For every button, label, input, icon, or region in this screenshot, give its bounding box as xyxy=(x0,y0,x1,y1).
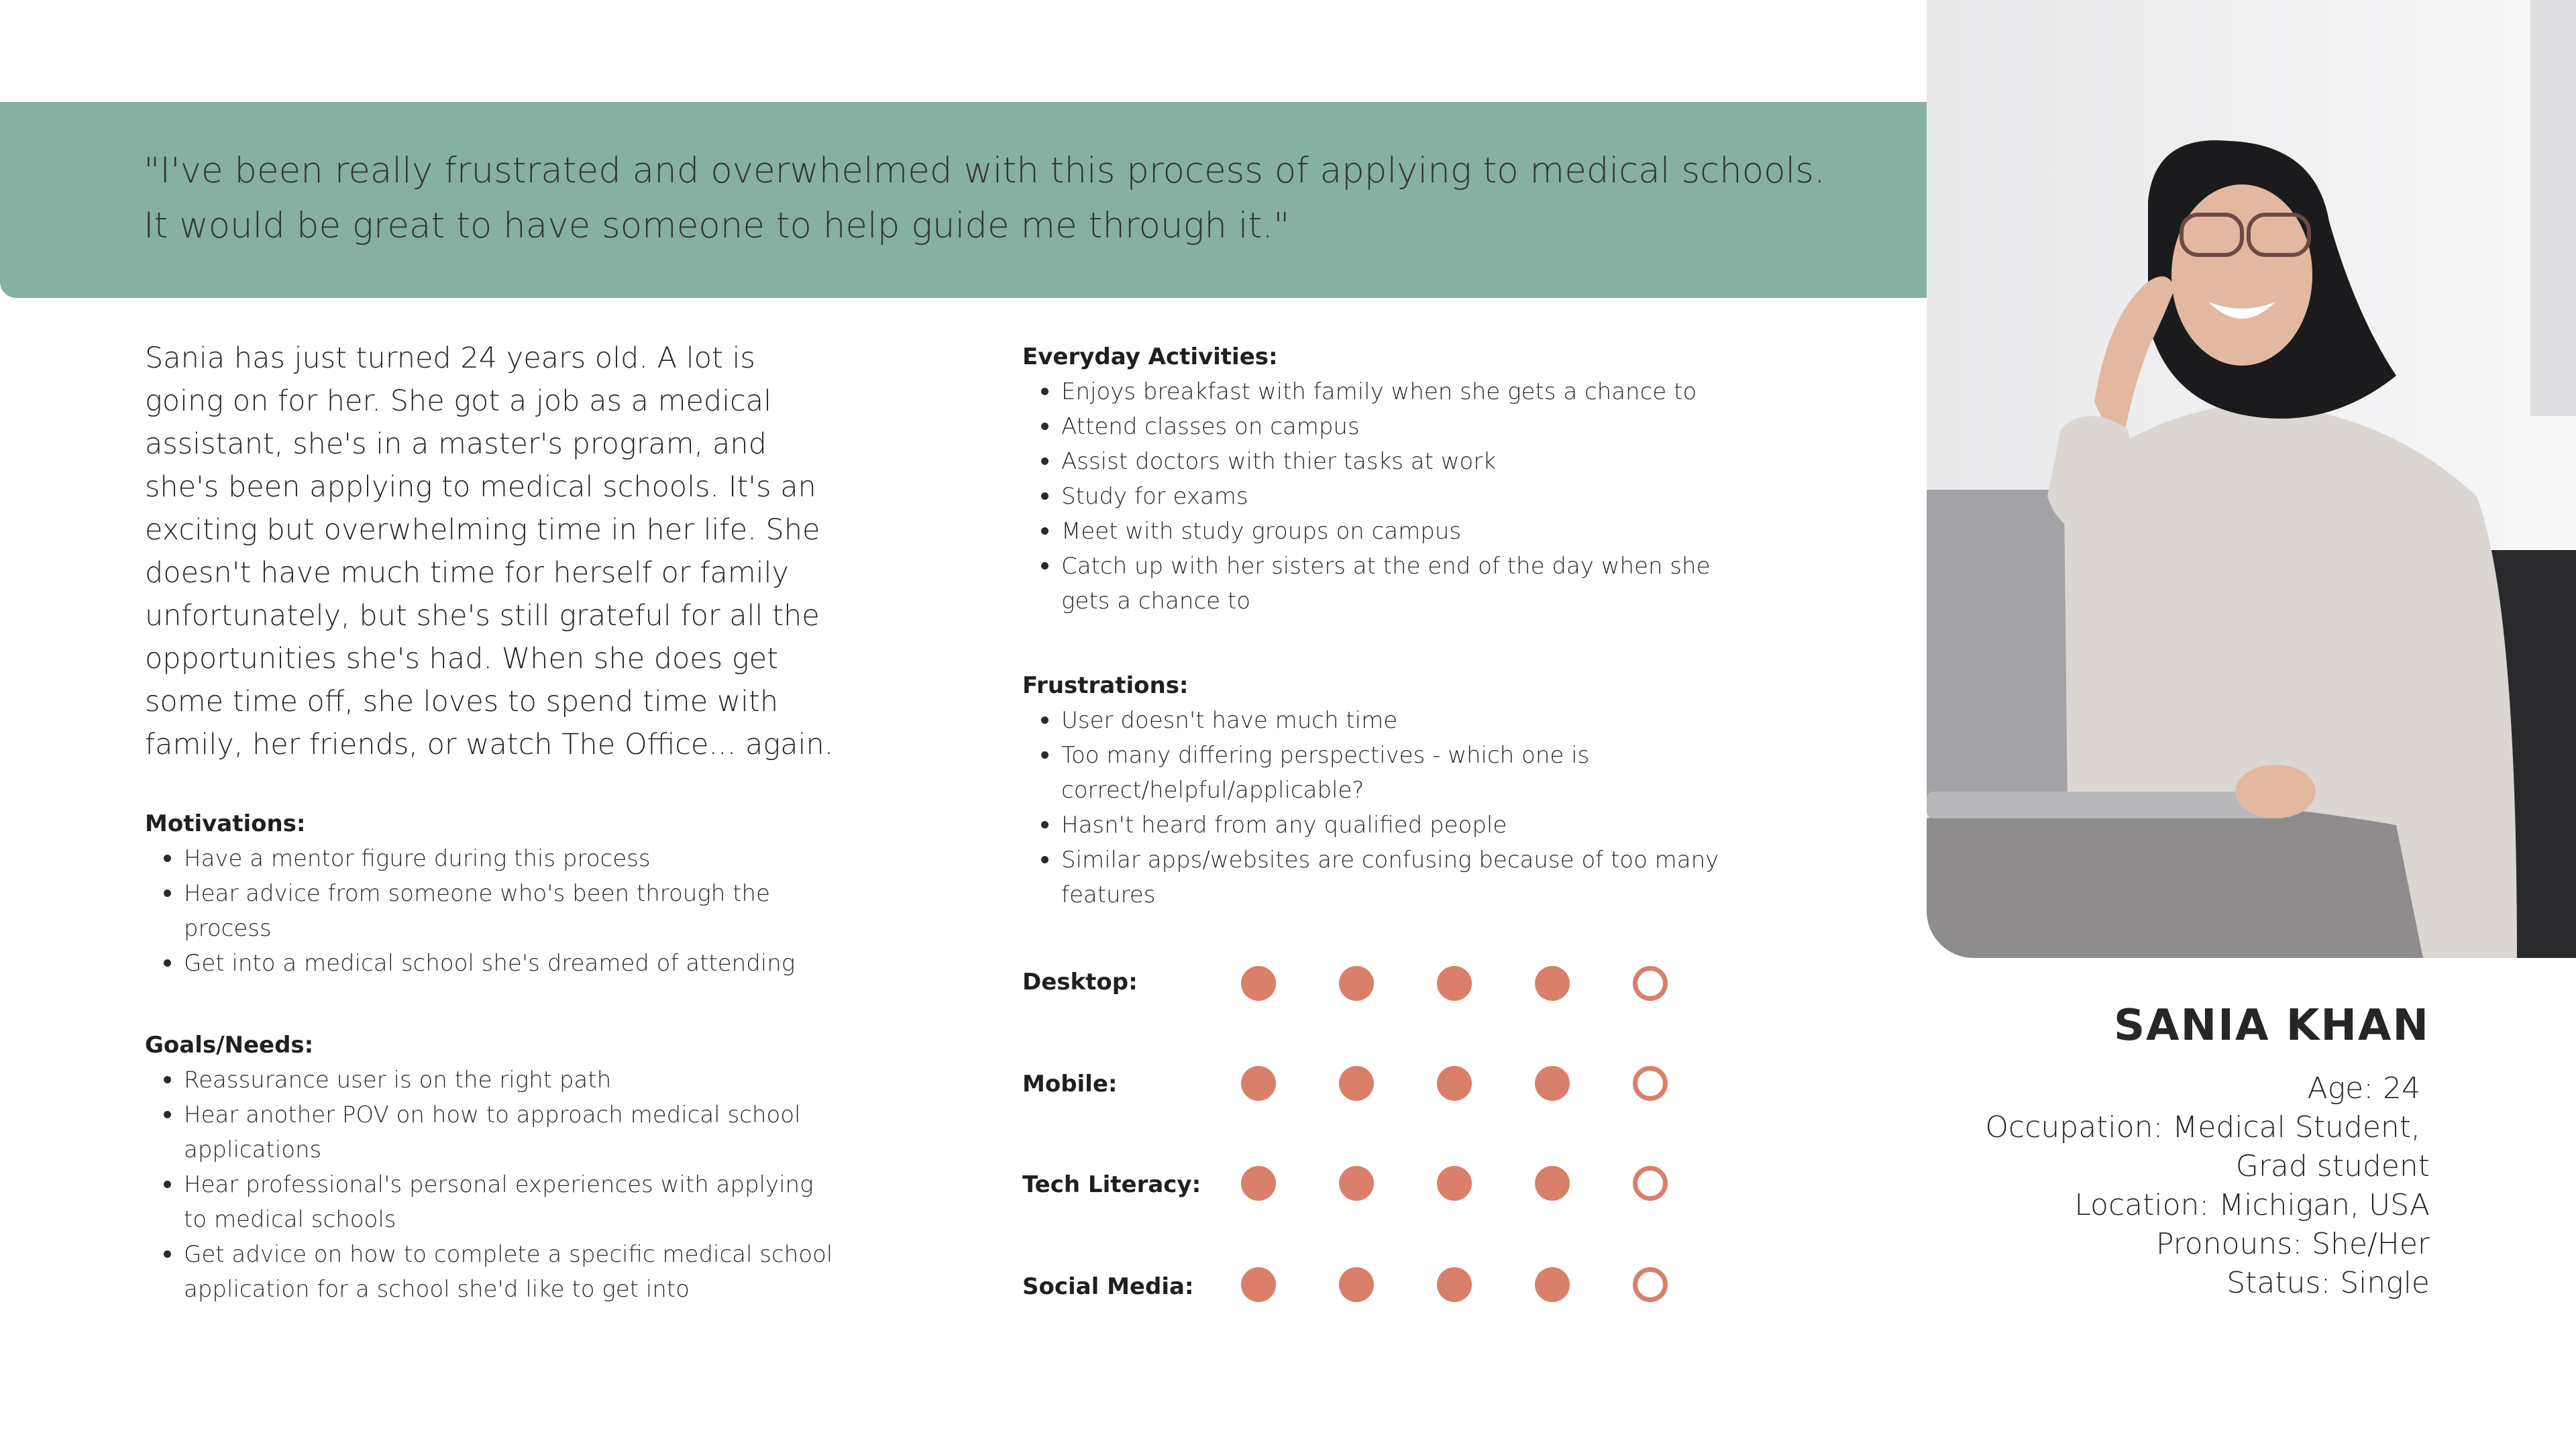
motivations-list xyxy=(145,841,843,981)
frustrations-list xyxy=(1022,703,1720,912)
rating-label-social-media: Social Media: xyxy=(1022,1273,1194,1300)
list-item: Attend classes on campus xyxy=(1022,409,1733,444)
rating-dot-filled xyxy=(1241,1066,1276,1101)
detail-pronouns: Pronouns: She/Her xyxy=(2155,1227,2430,1261)
list-item: Get into a medical school she's dreamed of attending xyxy=(145,946,843,981)
rating-dot-empty xyxy=(1633,1066,1668,1101)
rating-dot-filled xyxy=(1339,1267,1374,1302)
persona-name: SANIA KHAN xyxy=(2113,1001,2430,1051)
rating-dot-filled xyxy=(1339,966,1374,1001)
list-item: Hear advice from someone who's been through the process xyxy=(145,876,843,946)
motivations-section xyxy=(145,806,843,981)
list-item: User doesn't have much time xyxy=(1022,703,1720,738)
list-item: Hasn't heard from any qualified people xyxy=(1022,808,1720,843)
detail-age: Age: 24 xyxy=(2307,1071,2430,1106)
rating-dot-filled xyxy=(1535,1267,1570,1302)
list-item: Catch up with her sisters at the end of the day when she gets a chance to xyxy=(1022,549,1733,619)
rating-dot-filled xyxy=(1241,966,1276,1001)
frustrations-section xyxy=(1022,668,1720,912)
list-item: Enjoys breakfast with family when she gets a chance to xyxy=(1022,374,1733,409)
frustrations-title: Frustrations: xyxy=(1022,672,1189,699)
list-item: Get advice on how to complete a specific medical school application for a school she'd like to get into xyxy=(145,1237,843,1307)
rating-dot-filled xyxy=(1535,1066,1570,1101)
rating-label-tech-literacy: Tech Literacy: xyxy=(1022,1171,1201,1198)
list-item: Study for exams xyxy=(1022,479,1733,514)
activities-title: Everyday Activities: xyxy=(1022,343,1278,370)
persona-quote: "I've been really frustrated and overwhelmed with this process of applying to medical schools. It would be great to have someone to help guide me through it." xyxy=(144,150,1825,246)
rating-dot-empty xyxy=(1633,1267,1668,1302)
goals-section xyxy=(145,1028,843,1307)
motivations-title: Motivations: xyxy=(145,810,306,837)
list-item: Hear another POV on how to approach medical school applications xyxy=(145,1097,843,1167)
goals-title: Goals/Needs: xyxy=(145,1032,314,1059)
rating-dot-filled xyxy=(1437,1267,1472,1302)
rating-label-desktop: Desktop: xyxy=(1022,969,1138,996)
list-item: Similar apps/websites are confusing because of too many features xyxy=(1022,843,1720,912)
rating-dot-empty xyxy=(1633,966,1668,1001)
rating-dot-filled xyxy=(1241,1267,1276,1302)
rating-dot-filled xyxy=(1339,1166,1374,1201)
rating-dot-filled xyxy=(1241,1166,1276,1201)
rating-dot-filled xyxy=(1437,1166,1472,1201)
list-item: Meet with study groups on campus xyxy=(1022,514,1733,549)
rating-dot-filled xyxy=(1535,966,1570,1001)
persona-bio: Sania has just turned 24 years old. A lot is going on for her. She got a job as a medical assistant, she's in a master's program, and she's been applying to medical schools. It's an exciting but overwhelming time in her life. She doesn't have much time for herself or family unfortunately, but she's still grateful for all the opportunities she's had. When she does get some time off, she loves to spend time with family, her friends, or watch The Office... again. xyxy=(145,341,834,761)
rating-dot-filled xyxy=(1535,1166,1570,1201)
rating-dot-empty xyxy=(1633,1166,1668,1201)
detail-occupation: Occupation: Medical Student, xyxy=(1985,1110,2430,1144)
rating-dot-filled xyxy=(1437,966,1472,1001)
rating-dot-filled xyxy=(1437,1066,1472,1101)
list-item: Reassurance user is on the right path xyxy=(145,1063,843,1097)
list-item: Too many differing perspectives - which one is correct/helpful/applicable? xyxy=(1022,738,1720,808)
detail-status: Status: Single xyxy=(2226,1266,2430,1300)
rating-label-mobile: Mobile: xyxy=(1022,1071,1118,1097)
detail-occupation-continued: Grad student xyxy=(2235,1149,2430,1183)
activities-section xyxy=(1022,339,1733,619)
activities-list xyxy=(1022,374,1733,619)
list-item: Assist doctors with thier tasks at work xyxy=(1022,444,1733,479)
goals-list xyxy=(145,1063,843,1307)
persona-photo xyxy=(1927,0,2576,958)
detail-location: Location: Michigan, USA xyxy=(2074,1188,2430,1222)
list-item: Hear professional's personal experiences with applying to medical schools xyxy=(145,1167,843,1237)
persona-details xyxy=(1826,1069,2430,1303)
list-item: Have a mentor figure during this process xyxy=(145,841,843,876)
rating-dot-filled xyxy=(1339,1066,1374,1101)
